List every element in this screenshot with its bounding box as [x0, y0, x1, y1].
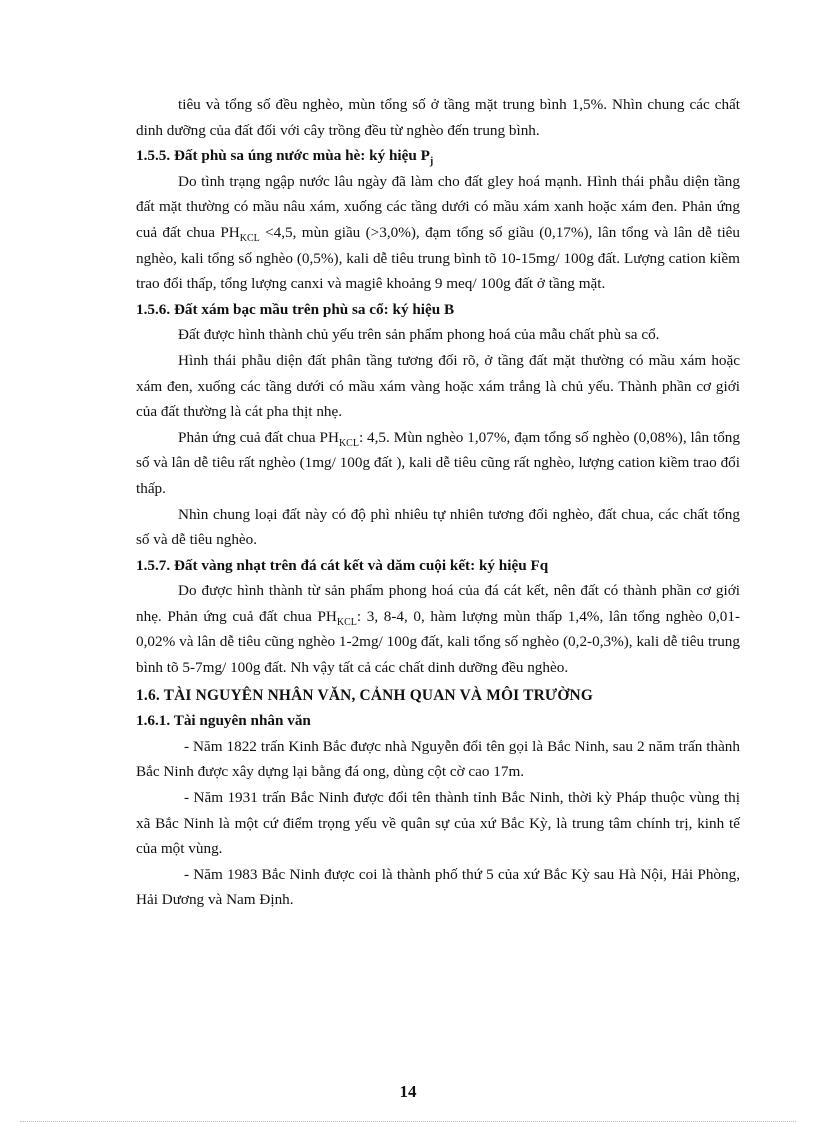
paragraph-1-5-5: Do tình trạng ngập nước lâu ngày đã làm cho đất gley hoá mạnh. Hình thái phẫu diện tầng đất mặt thường có mầu nâu xám, xuống các tầng dưới có mầu xám xanh hoặc xám đen. Phản ứng cuả đất chua $PH_{KCL} <4,5$, mùn giầu (>3,0%), đạm tổng số giầu (0,17%), lân tổng và lân dễ tiêu nghèo, kali tổng số nghèo (0,5%), kali dễ tiêu trung bình tõ 10-15mg/ 100g đất. Lượng cation kiềm trao đổi thấp, tổng lượng canxi và magiê khoảng 9 meq/ 100g đất ở tầng mặt.	[136, 172, 740, 293]
paragraph-1-6-1-c: - Năm 1983 Bắc Ninh được coi là thành phố thứ 5 của xứ Bắc Kỳ sau Hà Nội, Hải Phòng, Hải Dương và Nam Định.	[136, 865, 740, 909]
paragraph-soil-summary: tiêu và tổng số đều nghèo, mùn tổng số ở tầng mặt trung bình 1,5%. Nhìn chung các chất dinh dưỡng của đất đối với cây trồng đều từ nghèo đến trung bình.	[136, 96, 740, 139]
paragraph-1-5-6-d: Nhìn chung loại đất này có độ phì nhiêu tự nhiên tương đối nghèo, đất chua, các chất tổng số và dễ tiêu nghèo.	[136, 505, 740, 549]
heading-1-5-7: 1.5.7. Đất vàng nhạt trên đá cát kết và dăm cuội kết: ký hiệu Fq	[136, 556, 549, 574]
paragraph-1-5-6-a: Đất được hình thành chủ yếu trên sản phẩm phong hoá của mẫu chất phù sa cổ.	[178, 326, 660, 344]
paragraph-1-5-7: Do được hình thành từ sản phẩm phong hoá của đá cát kết, nên đất có thành phần cơ giới nhẹ. Phản ứng cuả đất chua $PH_{KCL}$: 3, 8-4, 0, hàm lượng mùn thấp 1,4%, lân tổng nghèo 0,01-0,02% và lân dễ tiêu cũng nghèo 1-2mg/ 100g đất, kali tổng số nghèo (0,2-0,3%), kali dễ tiêu trung bình tõ 5-7mg/ 100g đất. Nh vậy tất cả các chất dinh dưỡng đều nghèo.	[136, 582, 740, 677]
heading-1-6-1: 1.6.1. Tài nguyên nhân văn	[136, 712, 311, 730]
paragraph-1-6-1-a: - Năm 1822 trấn Kinh Bắc được nhà Nguyễn đổi tên gọi là Bắc Ninh, sau 2 năm trấn thành Bắc Ninh được xây dựng lại bằng đá ong, dùng cột cờ cao 17m.	[136, 737, 740, 781]
paragraph-1-5-6-b: Hình thái phẫu diện đất phân tầng tương đối rõ, ở tầng đất mặt thường có mầu xám hoặc xám đen, xuống các tầng dưới có mầu xám vàng hoặc xám trắng là chủ yếu. Thành phần cơ giới của đất thường là cát pha thịt nhẹ.	[136, 351, 740, 421]
heading-1-5-5: 1.5.5. Đất phù sa úng nước mùa hè: ký hiệu $P_j$	[136, 147, 434, 168]
paragraph-1-5-6-c: Phản ứng cuả đất chua $PH_{KCL}$: 4,5. Mùn nghèo 1,07%, đạm tổng số nghèo (0,08%), lân tổng số và lân dễ tiêu rất nghèo (1mg/ 100g đất ), kali dễ tiêu cũng rất nghèo, lượng cation kiềm trao đổi thấp.	[136, 428, 740, 497]
document-body	[136, 92, 740, 913]
page-number: 14	[399, 1082, 417, 1101]
page-bottom-divider	[20, 1121, 796, 1122]
heading-1-6: 1.6. TÀI NGUYÊN NHÂN VĂN, CẢNH QUAN VÀ MÔI TRƯỜNG	[136, 686, 594, 704]
heading-1-5-6: 1.5.6. Đất xám bạc mầu trên phù sa cổ: ký hiệu B	[136, 300, 455, 318]
paragraph-1-6-1-b: - Năm 1931 trấn Bắc Ninh được đổi tên thành tỉnh Bắc Ninh, thời kỳ Pháp thuộc vùng thị xã Bắc Ninh là một cứ điểm trọng yếu về quân sự của xứ Bắc Kỳ, là trung tâm chính trị, kinh tế của một vùng.	[136, 789, 740, 858]
